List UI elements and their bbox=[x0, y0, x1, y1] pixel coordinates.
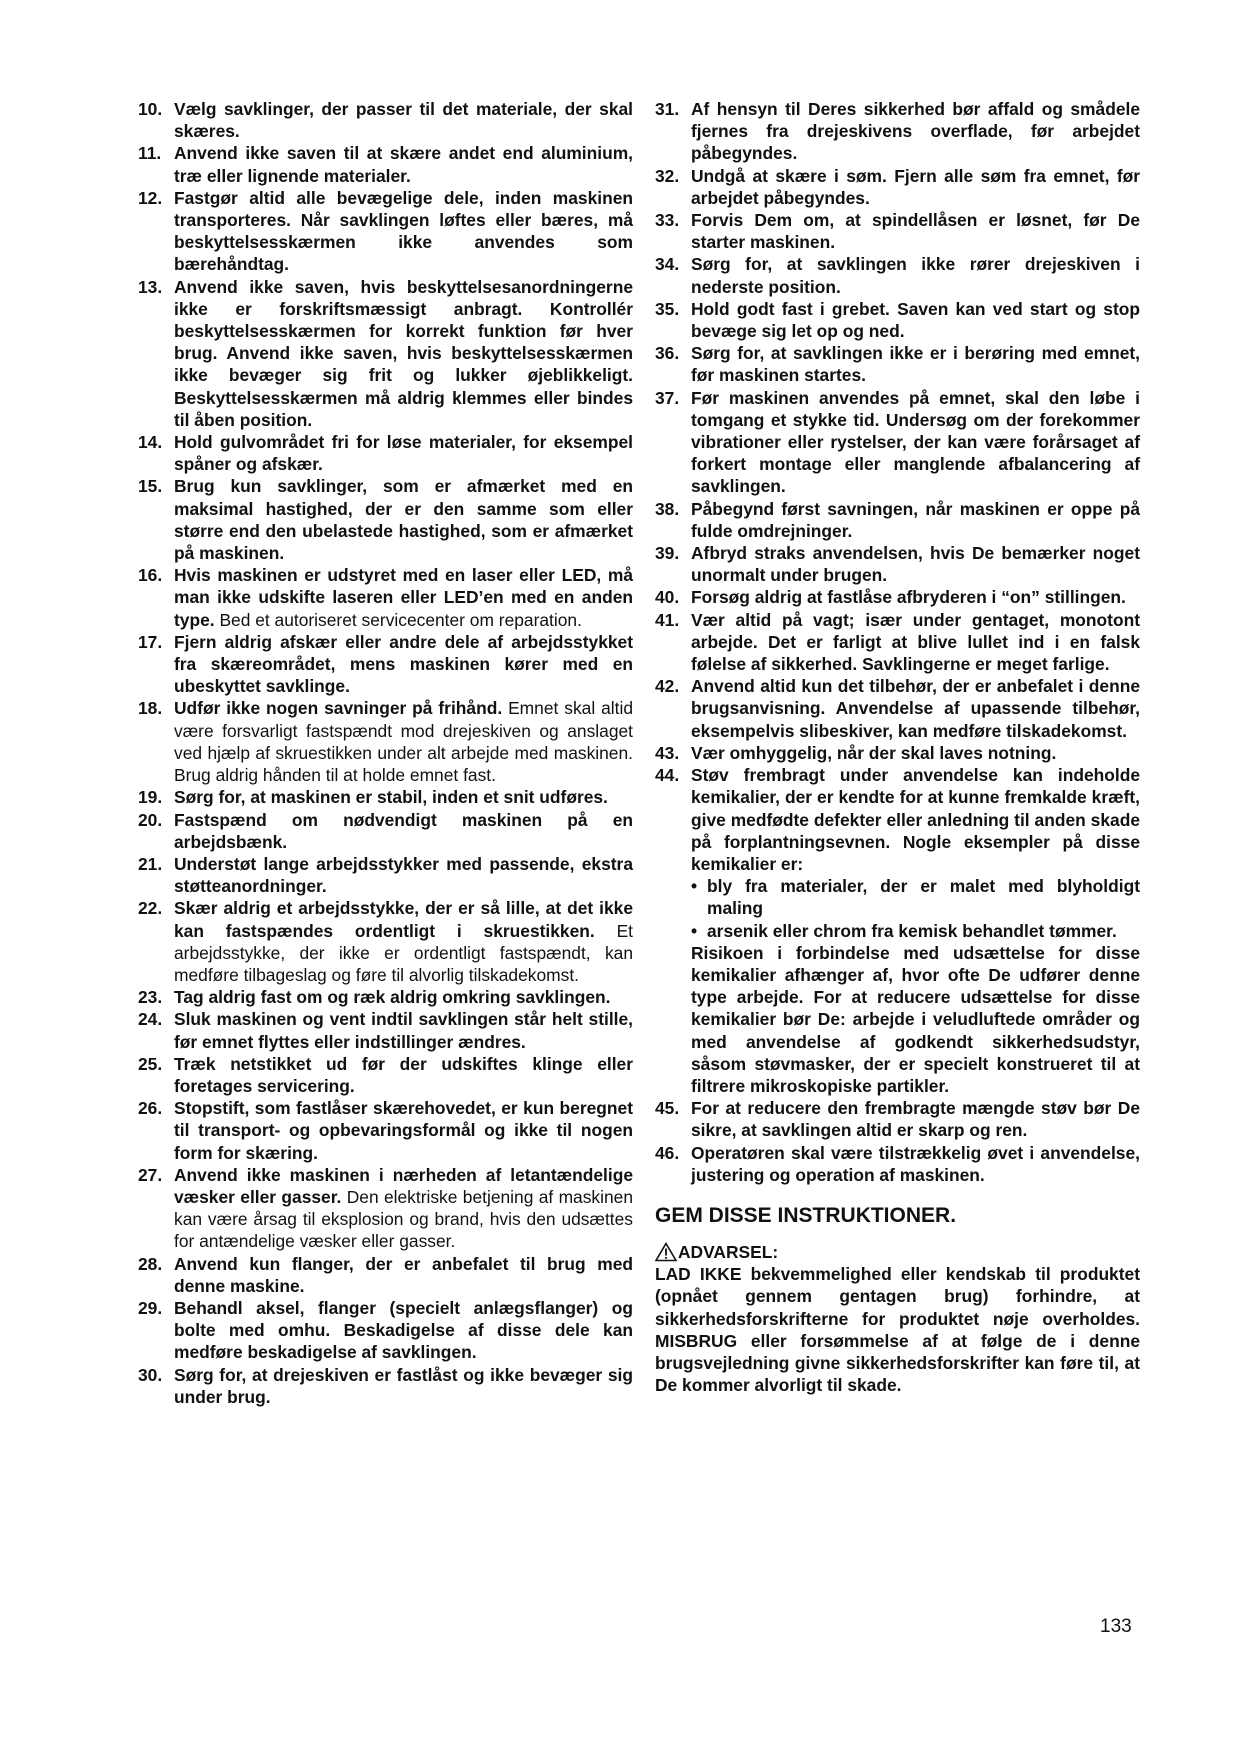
item-number: 26. bbox=[138, 1098, 163, 1119]
list-item bbox=[655, 253, 1140, 297]
item-bold-text: Vær altid på vagt; især under gentaget, monotont arbejde. Det er farligt at blive lullet ind i en falsk følelse af sikkerhed. Savklingerne er meget farlige. bbox=[691, 609, 1140, 675]
list-item bbox=[138, 986, 633, 1008]
item-bold-text: Tag aldrig fast om og ræk aldrig omkring savklingen. bbox=[174, 987, 611, 1008]
item-number: 15. bbox=[138, 476, 163, 497]
item-bold-text: Brug kun savklinger, som er afmærket med en maksimal hastighed, der er den samme som eller større end den ubelastede hastighed, som er afmærket på maskinen. bbox=[174, 476, 633, 564]
list-item bbox=[655, 542, 1140, 586]
warning-heading bbox=[655, 1241, 1140, 1263]
warning-label: ADVARSEL: bbox=[678, 1241, 779, 1262]
warning-triangle-icon bbox=[655, 1242, 677, 1262]
list-item bbox=[138, 276, 633, 431]
item-number: 21. bbox=[138, 853, 163, 874]
list-item bbox=[655, 342, 1140, 386]
list-item bbox=[655, 98, 1140, 165]
list-item bbox=[138, 1253, 633, 1297]
item-number: 25. bbox=[138, 1053, 163, 1074]
list-item bbox=[655, 209, 1140, 253]
risk-paragraph: Risikoen i forbindelse med udsættelse for disse kemikalier afhænger af, hvor ofte De udfører denne type arbejde. For at reducere udsættelse for disse kemikalier bør De: arbejde i veludluftede områder og med anvendelse af godkendt sikkerhedsudstyr, såsom støvmasker, der er specielt konstrueret til at filtrere mikroskopiske partikler. bbox=[691, 942, 1140, 1096]
item-number: 36. bbox=[655, 343, 680, 364]
item-number: 34. bbox=[655, 254, 680, 275]
list-item bbox=[138, 1097, 633, 1164]
list-item bbox=[138, 142, 633, 186]
list-item bbox=[655, 498, 1140, 542]
item-number: 19. bbox=[138, 787, 163, 808]
warning-text: LAD IKKE bekvemmelighed eller kendskab til produktet (opnået gennem gentagen brug) forhindre, at sikkerhedsforskrifterne for produktet nøje overholdes. MISBRUG eller forsømmelse af at følge de i denne brugsvejledning givne sikkerhedsforskrifter kan føre til, at De kommer alvorligt til skade. bbox=[655, 1264, 1140, 1396]
item-bold-text: Skær aldrig et arbejdsstykke, der er så lille, at det ikke kan fastspændes ordentligt i skruestikken. bbox=[174, 898, 633, 941]
item-bold-text: Anvend kun flanger, der er anbefalet til brug med denne maskine. bbox=[174, 1253, 633, 1296]
list-item bbox=[138, 897, 633, 986]
item-bold-text: Støv frembragt under anvendelse kan indeholde kemikalier, der er kendte for at kunne fremkalde kræft, give medfødte defekter eller anledning til anden skade på forplantningsevnen. Nogle eksempler på disse kemikalier er: bbox=[691, 765, 1140, 874]
list-item-dust bbox=[655, 764, 1140, 1097]
list-item bbox=[138, 809, 633, 853]
item-bold-text: Sørg for, at savklingen ikke rører drejeskiven i nederste position. bbox=[691, 254, 1140, 297]
item-bold-text: Understøt lange arbejdsstykker med passende, ekstra støtteanordninger. bbox=[174, 853, 633, 897]
item-bold-text: Sørg for, at maskinen er stabil, inden et snit udføres. bbox=[174, 787, 608, 808]
list-item bbox=[138, 1008, 633, 1052]
right-column bbox=[655, 98, 1140, 1396]
item-number: 35. bbox=[655, 298, 680, 319]
item-bold-text: Påbegynd først savningen, når maskinen er oppe på fulde omdrejninger. bbox=[691, 498, 1140, 541]
item-number: 39. bbox=[655, 543, 680, 564]
item-bold-text: Undgå at skære i søm. Fjern alle søm fra emnet, før arbejdet påbegyndes. bbox=[691, 165, 1140, 208]
item-bold-text: Vælg savklinger, der passer til det materiale, der skal skæres. bbox=[174, 99, 633, 142]
item-number: 23. bbox=[138, 987, 163, 1008]
item-number: 31. bbox=[655, 99, 680, 119]
item-bold-text: Af hensyn til Deres sikkerhed bør affald og smådele fjernes fra drejeskivens overflade, før arbejdet påbegyndes. bbox=[691, 99, 1140, 164]
item-number: 22. bbox=[138, 898, 163, 919]
list-item bbox=[138, 187, 633, 276]
list-item bbox=[138, 564, 633, 631]
list-item bbox=[138, 431, 633, 475]
item-bold-text: Sørg for, at savklingen ikke er i berøring med emnet, før maskinen startes. bbox=[691, 343, 1140, 386]
item-normal-text: Bed et autoriseret servicecenter om reparation. bbox=[219, 609, 582, 630]
list-item bbox=[655, 609, 1140, 676]
item-bold-text: Anvend ikke maskinen i nærheden af letantændelige væsker eller gasser. bbox=[174, 1164, 633, 1207]
item-bold-text: Før maskinen anvendes på emnet, skal den løbe i tomgang et stykke tid. Undersøg om der forekommer vibrationer eller rystelser, der kan være forårsaget af forkert montage eller manglende afbalancering af savklingen. bbox=[691, 387, 1140, 497]
item-number: 37. bbox=[655, 387, 680, 408]
list-item bbox=[138, 1297, 633, 1364]
list-item bbox=[655, 387, 1140, 498]
item-bold-text: Træk netstikket ud før der udskiftes klinge eller foretages servicering. bbox=[174, 1053, 633, 1096]
item-bold-text: Forvis Dem om, at spindellåsen er løsnet, før De starter maskinen. bbox=[691, 210, 1140, 253]
item-bold-text: Sluk maskinen og vent indtil savklingen står helt stille, før emnet flyttes eller indstillinger ændres. bbox=[174, 1009, 633, 1052]
item-bold-text: Operatøren skal være tilstrækkelig øvet i anvendelse, justering og operation af maskinen. bbox=[691, 1142, 1140, 1185]
item-bold-text: Anvend ikke saven til at skære andet end aluminium, træ eller lignende materialer. bbox=[174, 143, 633, 186]
list-item bbox=[138, 786, 633, 808]
item-bold-text: Stopstift, som fastlåser skærehovedet, er kun beregnet til transport- og opbevaringsformål og ikke til nogen form for skæring. bbox=[174, 1098, 633, 1163]
list-item bbox=[138, 853, 633, 897]
list-item bbox=[655, 1142, 1140, 1186]
item-bold-text: Hold gulvområdet fri for løse materialer, for eksempel spåner og afskær. bbox=[174, 432, 633, 475]
item-bold-text: Fastgør altid alle bevægelige dele, inden maskinen transporteres. Når savklingen løftes eller bæres, må beskyttelsesskærmen ikke anvendes som bærehåndtag. bbox=[174, 187, 633, 275]
item-number: 42. bbox=[655, 676, 680, 697]
list-item bbox=[655, 298, 1140, 342]
item-bold-text: Udfør ikke nogen savninger på frihånd. bbox=[174, 698, 503, 719]
item-number: 43. bbox=[655, 742, 680, 763]
item-number: 17. bbox=[138, 631, 163, 652]
item-number: 38. bbox=[655, 498, 680, 519]
list-item bbox=[138, 98, 633, 142]
item-normal-text: Emnet skal altid være forsvarligt fastspændt mod drejeskiven og anslaget ved hjælp af skruestikken under alt arbejde med maskinen. Brug aldrig hånden til at holde emnet fast. bbox=[174, 698, 633, 786]
item-number: 16. bbox=[138, 565, 163, 586]
item-number: 18. bbox=[138, 698, 163, 719]
item-normal-text: Et arbejdsstykke, der ikke er ordentligt fastspændt, kan medføre tilbageslag og føre til alvorlig tilskadekomst. bbox=[174, 920, 633, 985]
item-number: 28. bbox=[138, 1253, 163, 1274]
page-number: 133 bbox=[1100, 1616, 1132, 1637]
bullet-icon: • bbox=[691, 876, 698, 897]
item-bold-text: Hold godt fast i grebet. Saven kan ved start og stop bevæge sig let op og ned. bbox=[691, 298, 1140, 342]
bullet-text: bly fra materialer, der er malet med blyholdigt maling bbox=[707, 876, 1140, 919]
item-number: 41. bbox=[655, 609, 680, 630]
list-item bbox=[138, 631, 633, 698]
bullet-icon: • bbox=[691, 920, 698, 941]
item-number: 29. bbox=[138, 1297, 163, 1318]
item-number: 11. bbox=[138, 143, 162, 164]
item-number: 27. bbox=[138, 1164, 163, 1185]
item-number: 20. bbox=[138, 809, 163, 830]
list-item bbox=[138, 697, 633, 786]
item-bold-text: For at reducere den frembragte mængde støv bør De sikre, at savklingen altid er skarp og ren. bbox=[691, 1098, 1140, 1141]
item-number: 32. bbox=[655, 165, 680, 186]
item-number: 40. bbox=[655, 587, 680, 608]
list-item bbox=[138, 1364, 633, 1408]
list-item bbox=[655, 165, 1140, 209]
item-number: 45. bbox=[655, 1098, 680, 1119]
bullet-item bbox=[691, 875, 1140, 919]
item-bold-text: Fastspænd om nødvendigt maskinen på en arbejdsbænk. bbox=[174, 809, 633, 852]
left-column bbox=[138, 98, 633, 1408]
item-number: 12. bbox=[138, 187, 163, 208]
item-number: 24. bbox=[138, 1009, 163, 1030]
item-number: 14. bbox=[138, 432, 163, 453]
item-bold-text: Sørg for, at drejeskiven er fastlåst og ikke bevæger sig under brug. bbox=[174, 1364, 633, 1407]
item-bold-text: Anvend ikke saven, hvis beskyttelsesanordningerne ikke er forskriftsmæssigt anbragt. Kontrollér beskyttelsesskærmen for korrekt funktion før hver brug. Anvend ikke saven, hvis beskyttelsesskærmen ikke bevæger sig frit og lukker øjeblikkeligt. Beskyttelsesskærmen må aldrig klemmes eller bindes til åben position. bbox=[174, 276, 633, 430]
item-bold-text: Anvend altid kun det tilbehør, der er anbefalet i denne brugsanvisning. Anvendelse af upassende tilbehør, eksempelvis slibeskiver, kan medføre tilskadekomst. bbox=[691, 676, 1140, 741]
bullet-text: arsenik eller chrom fra kemisk behandlet tømmer. bbox=[707, 920, 1117, 941]
item-number: 46. bbox=[655, 1142, 680, 1163]
item-number: 30. bbox=[138, 1364, 163, 1385]
list-item bbox=[655, 586, 1140, 608]
list-item bbox=[655, 1097, 1140, 1141]
list-item bbox=[655, 675, 1140, 742]
item-number: 13. bbox=[138, 276, 163, 297]
save-instructions-heading: GEM DISSE INSTRUKTIONER. bbox=[655, 1203, 957, 1227]
item-bold-text: Hvis maskinen er udstyret med en laser eller LED, må man ikke udskifte laseren eller LED’en med en anden type. bbox=[174, 565, 633, 630]
item-bold-text: Forsøg aldrig at fastlåse afbryderen i “on” stillingen. bbox=[691, 587, 1126, 608]
item-bold-text: Afbryd straks anvendelsen, hvis De bemærker noget unormalt under brugen. bbox=[691, 543, 1140, 586]
item-normal-text: Den elektriske betjening af maskinen kan være årsag til eksplosion og brand, hvis den udsættes for antændelige væsker eller gasser. bbox=[174, 1186, 634, 1252]
item-number: 44. bbox=[655, 765, 680, 786]
bullet-item bbox=[691, 920, 1140, 942]
item-number: 10. bbox=[138, 99, 163, 119]
item-bold-text: Fjern aldrig afskær eller andre dele af arbejdsstykket fra skæreområdet, mens maskinen kører med en ubeskyttet savklinge. bbox=[174, 631, 633, 697]
list-item bbox=[655, 742, 1140, 764]
item-number: 33. bbox=[655, 210, 680, 231]
list-item bbox=[138, 1164, 633, 1253]
list-item bbox=[138, 475, 633, 564]
item-bold-text: Vær omhyggelig, når der skal laves notning. bbox=[691, 742, 1057, 763]
item-bold-text: Behandl aksel, flanger (specielt anlægsflanger) og bolte med omhu. Beskadigelse af disse dele kan medføre beskadigelse af savklingen. bbox=[174, 1297, 633, 1363]
list-item bbox=[138, 1053, 633, 1097]
